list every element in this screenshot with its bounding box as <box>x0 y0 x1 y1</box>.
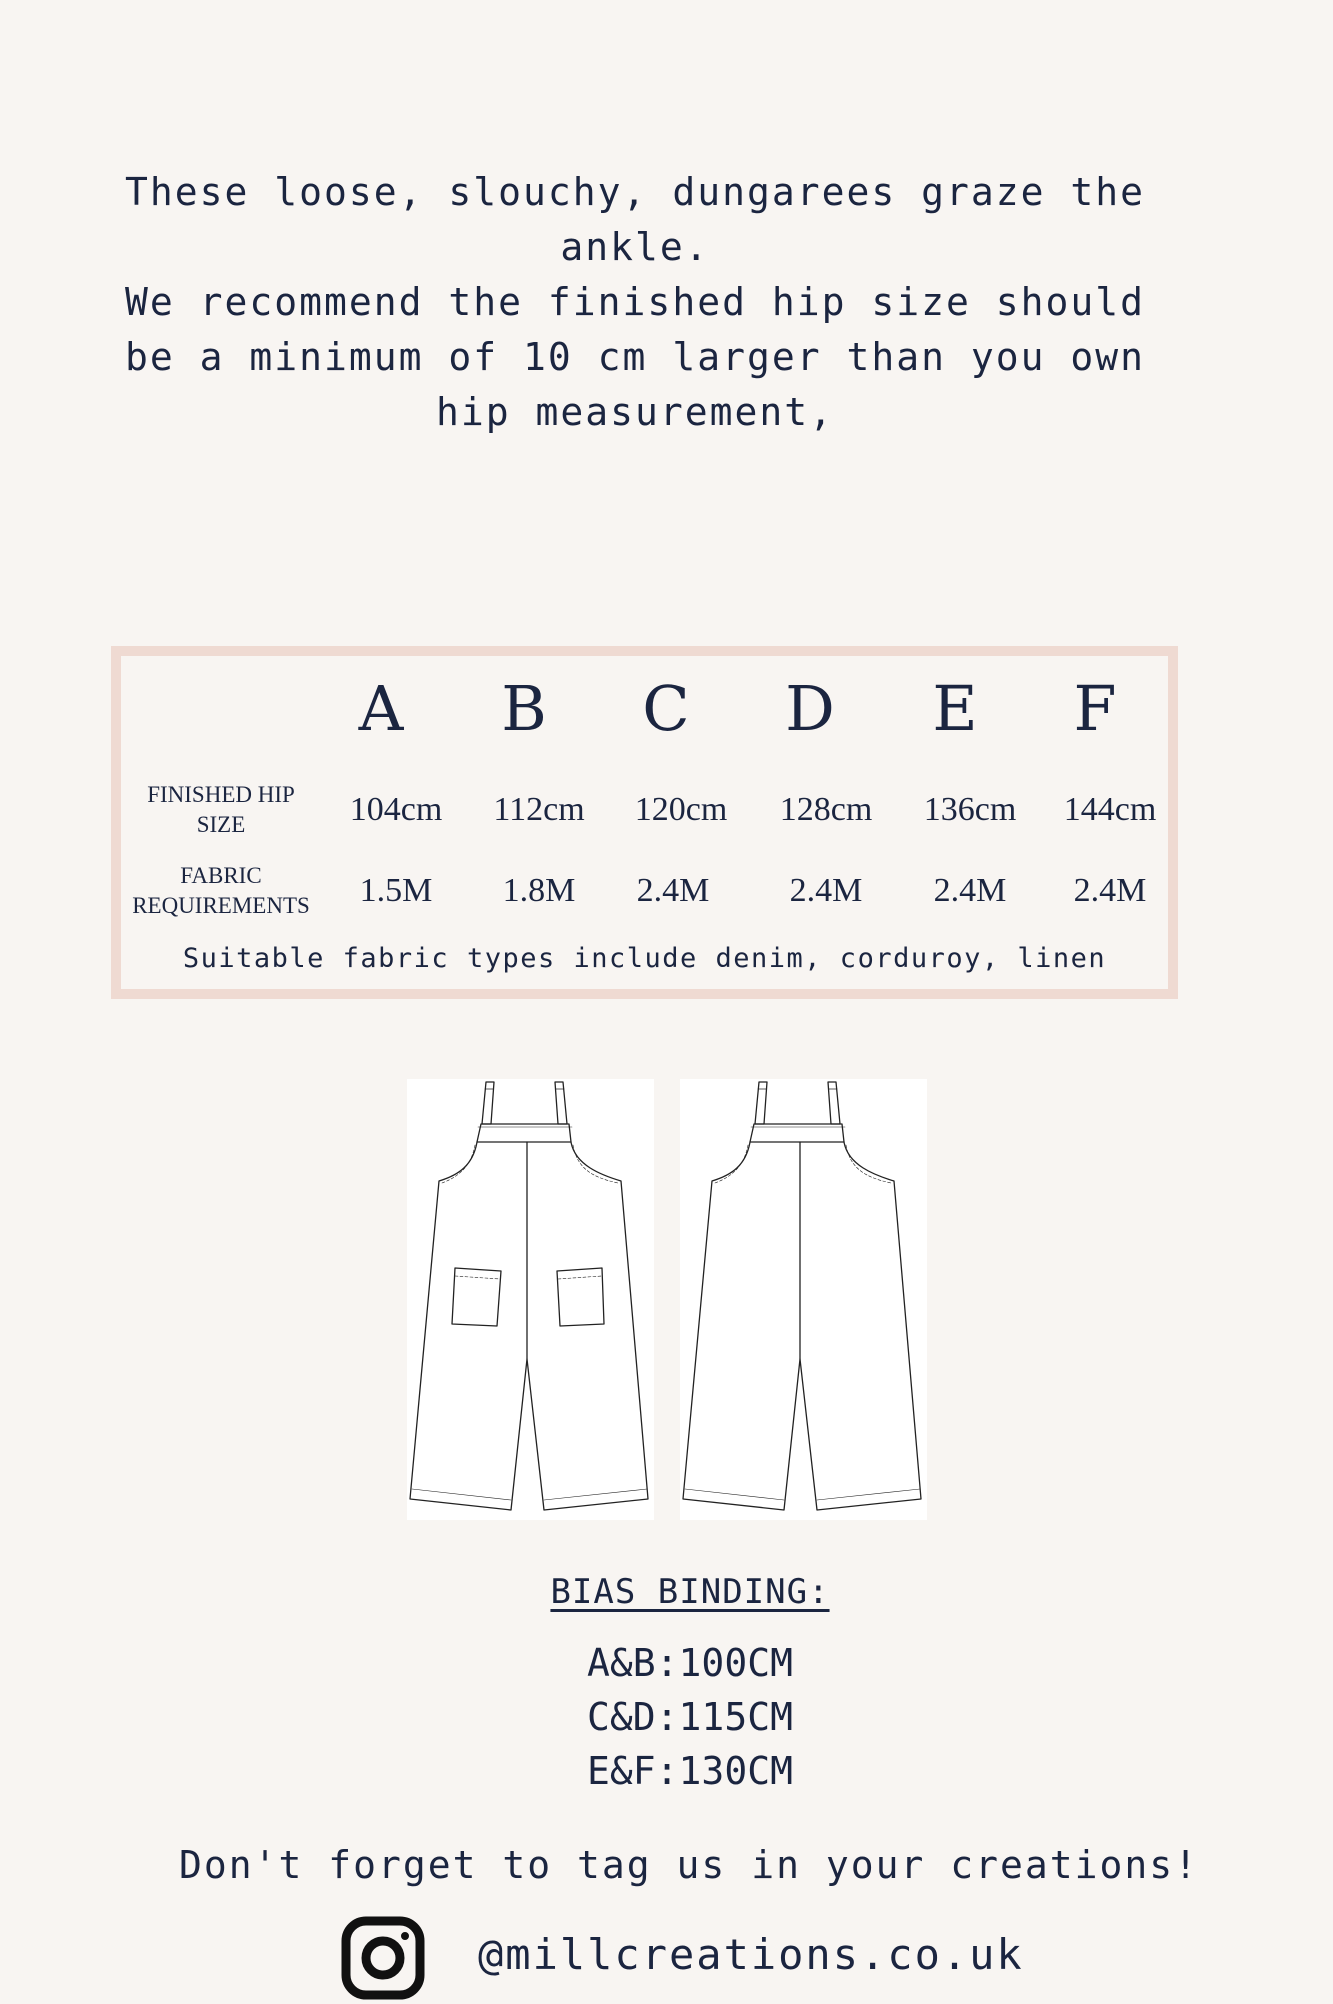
instagram-handle[interactable]: @millcreations.co.uk <box>478 1930 1024 1979</box>
dungarees-back-illustration <box>680 1079 927 1520</box>
size-letter-b: B <box>501 672 547 745</box>
bias-binding-list <box>0 1636 1333 1798</box>
size-letter-f: F <box>1073 672 1117 745</box>
instagram-icon[interactable] <box>341 1916 425 2000</box>
fabric-req-e: 2.4M <box>933 872 1007 909</box>
dungarees-front-illustration <box>407 1079 654 1520</box>
tag-us-text: Don't forget to tag us in your creations! <box>179 1843 1199 1887</box>
fabric-req-c: 2.4M <box>636 872 710 909</box>
bias-binding-heading: BIAS BINDING: <box>550 1572 830 1612</box>
fabric-requirements-label: FABRIC REQUIREMENTS <box>132 863 310 918</box>
fabric-types-note: Suitable fabric types include denim, corduroy, linen <box>182 943 1107 974</box>
hip-size-d: 128cm <box>779 791 873 828</box>
fabric-req-d: 2.4M <box>789 872 863 909</box>
bias-binding-cd: C&D:115CM <box>587 1695 793 1739</box>
fabric-req-a: 1.5M <box>359 872 433 909</box>
bias-binding-ef: E&F:130CM <box>587 1749 793 1793</box>
intro-line-1: These loose, slouchy, dungarees graze the ankle. <box>125 170 1145 269</box>
size-letter-e: E <box>932 672 978 745</box>
size-chart <box>111 646 1178 999</box>
hip-size-e: 136cm <box>923 791 1017 828</box>
size-letter-c: C <box>642 672 690 745</box>
hip-size-c: 120cm <box>634 791 728 828</box>
finished-hip-size-label: FINISHED HIP SIZE <box>147 782 295 837</box>
size-letter-d: D <box>785 672 835 745</box>
hip-size-b: 112cm <box>493 791 585 828</box>
bias-binding-ab: A&B:100CM <box>587 1641 793 1685</box>
fabric-req-b: 1.8M <box>502 872 576 909</box>
hip-size-a: 104cm <box>349 791 443 828</box>
intro-line-2: We recommend the finished hip size should be a minimum of 10 cm larger than you own hip measurement, <box>125 280 1145 434</box>
size-letter-a: A <box>358 672 404 745</box>
hip-size-f: 144cm <box>1063 791 1157 828</box>
fabric-req-f: 2.4M <box>1073 872 1147 909</box>
intro-text <box>120 165 1150 440</box>
